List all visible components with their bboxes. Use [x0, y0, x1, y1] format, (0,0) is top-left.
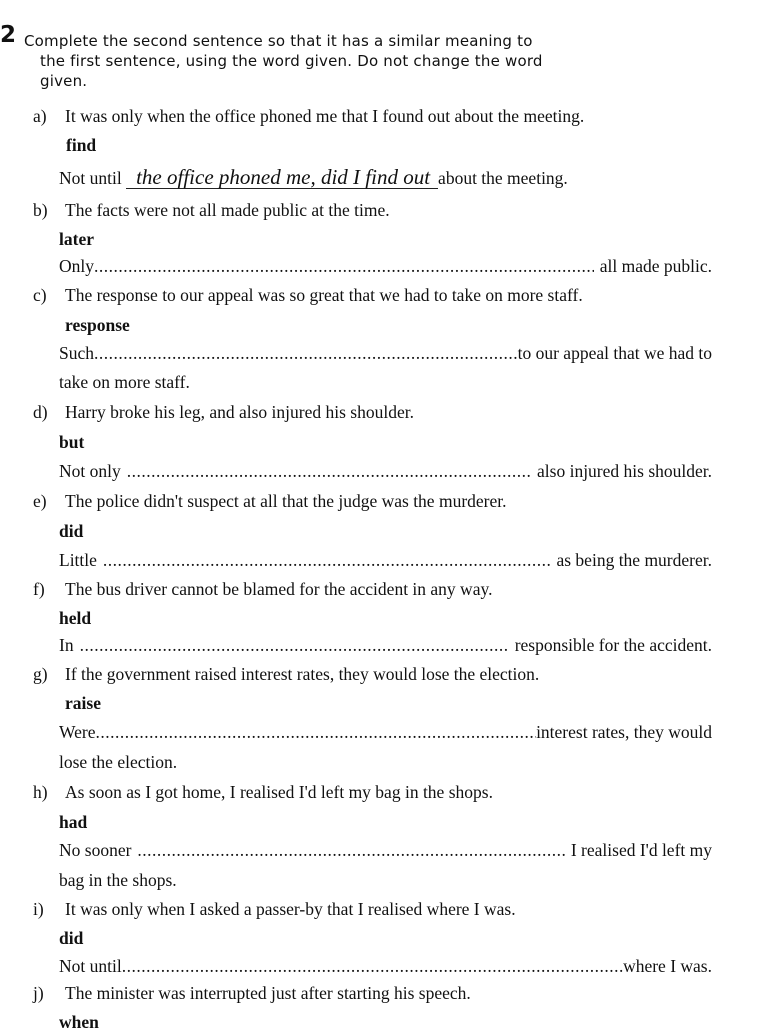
keyword-e: did — [59, 521, 84, 541]
answer-blank[interactable] — [95, 722, 536, 743]
question-sentence: The minister was interrupted just after starting his speech. — [65, 983, 471, 1003]
keyword-j: when — [59, 1012, 99, 1032]
handwritten-answer[interactable]: the office phoned me, did I find out — [126, 166, 438, 189]
instruction-line-3: given. — [40, 72, 88, 90]
answer-row-b — [59, 256, 712, 277]
question-label: h) — [33, 782, 48, 802]
answer-prefix: Only — [59, 256, 94, 276]
question-label: e) — [33, 491, 47, 511]
answer-prefix: No sooner — [59, 840, 132, 860]
question-b — [33, 200, 390, 221]
answer-row-i — [59, 956, 712, 977]
question-sentence: As soon as I got home, I realised I'd left my bag in the shops. — [65, 782, 493, 802]
question-sentence: The bus driver cannot be blamed for the accident in any way. — [65, 579, 493, 599]
answer-suffix: I realised I'd left my — [570, 840, 712, 860]
question-sentence: Harry broke his leg, and also injured his shoulder. — [65, 402, 414, 422]
answer-suffix: all made public. — [599, 256, 712, 276]
answer-row-e — [59, 550, 712, 571]
keyword-b: later — [59, 229, 94, 249]
answer-continuation-c: take on more staff. — [59, 372, 190, 392]
question-label: b) — [33, 200, 48, 220]
question-a — [33, 106, 584, 127]
instruction-line-1: Complete the second sentence so that it has a similar meaning to — [24, 32, 533, 50]
answer-prefix: Not until — [59, 956, 122, 976]
question-sentence: If the government raised interest rates, they would lose the election. — [65, 664, 540, 684]
answer-blank[interactable] — [127, 461, 531, 482]
answer-blank[interactable] — [103, 550, 551, 571]
keyword-c: response — [65, 315, 130, 335]
answer-suffix: about the meeting. — [438, 168, 568, 188]
keyword-h: had — [59, 812, 88, 832]
answer-row-a — [59, 166, 568, 189]
answer-row-g — [59, 722, 712, 743]
question-g — [33, 664, 539, 685]
answer-prefix: Such — [59, 343, 94, 363]
question-sentence: The police didn't suspect at all that the judge was the murderer. — [65, 491, 507, 511]
answer-blank[interactable] — [80, 635, 509, 656]
question-h — [33, 782, 493, 803]
answer-blank[interactable] — [94, 343, 518, 364]
answer-continuation-g: lose the election. — [59, 752, 178, 772]
exercise-number: 2 — [0, 22, 17, 48]
answer-row-d — [59, 461, 712, 482]
question-e — [33, 491, 507, 512]
keyword-g: raise — [65, 693, 101, 713]
keyword-d: but — [59, 432, 85, 452]
answer-prefix: Were — [59, 722, 96, 742]
question-c — [33, 285, 583, 306]
answer-blank[interactable] — [94, 256, 594, 277]
question-label: a) — [33, 106, 47, 126]
answer-suffix: as being the murderer. — [556, 550, 712, 570]
question-i — [33, 899, 516, 920]
answer-blank[interactable] — [137, 840, 564, 861]
question-label: f) — [33, 579, 45, 599]
question-sentence: It was only when I asked a passer-by that I realised where I was. — [65, 899, 516, 919]
answer-prefix: In — [59, 635, 74, 655]
question-d — [33, 402, 414, 423]
question-sentence: The facts were not all made public at the time. — [65, 200, 390, 220]
answer-suffix: responsible for the accident. — [514, 635, 712, 655]
answer-prefix: Not until — [59, 168, 122, 188]
keyword-a: find — [66, 135, 97, 155]
answer-row-c — [59, 343, 712, 364]
keyword-f: held — [59, 608, 92, 628]
question-sentence: It was only when the office phoned me that I found out about the meeting. — [65, 106, 585, 126]
question-label: j) — [33, 983, 44, 1003]
answer-prefix: Little — [59, 550, 97, 570]
question-label: i) — [33, 899, 44, 919]
answer-blank[interactable] — [122, 956, 623, 977]
answer-prefix: Not only — [59, 461, 121, 481]
question-sentence: The response to our appeal was so great that we had to take on more staff. — [65, 285, 583, 305]
answer-suffix: where I was. — [623, 956, 712, 976]
question-f — [33, 579, 492, 600]
instruction-line-2: the first sentence, using the word given. Do not change the word — [40, 52, 543, 70]
answer-suffix: also injured his shoulder. — [537, 461, 712, 481]
keyword-i: did — [59, 928, 84, 948]
question-label: c) — [33, 285, 47, 305]
question-label: d) — [33, 402, 48, 422]
answer-continuation-h: bag in the shops. — [59, 870, 177, 890]
answer-row-f — [59, 635, 712, 656]
answer-row-h — [59, 840, 712, 861]
answer-suffix: to our appeal that we had to — [517, 343, 712, 363]
answer-suffix: interest rates, they would — [536, 722, 712, 742]
question-label: g) — [33, 664, 48, 684]
question-j — [33, 983, 471, 1004]
